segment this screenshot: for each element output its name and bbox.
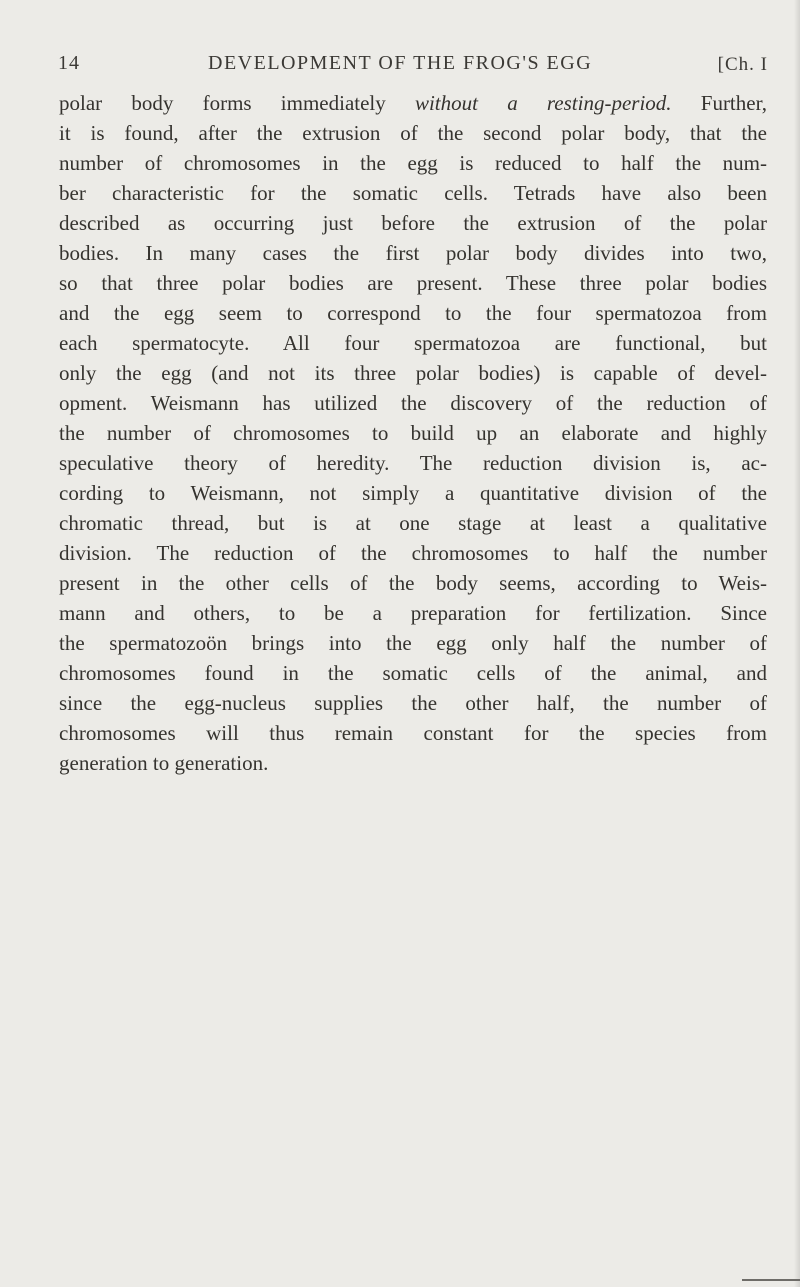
chapter-reference: [Ch. I [717, 54, 768, 75]
page-number: 14 [58, 52, 80, 74]
text-line: the number of chromosomes to build up an elaborate and highly [59, 421, 767, 445]
text-line: chromatic thread, but is at one stage at least a qualitative [59, 511, 767, 535]
text-line: present in the other cells of the body seems, according to Weis- [59, 571, 767, 595]
page-edge-rule [742, 1279, 800, 1281]
line-1-suffix: Further, [671, 91, 767, 115]
text-line: generation to generation. [59, 751, 269, 775]
running-head-title: DEVELOPMENT OF THE FROG'S EGG [208, 52, 593, 74]
text-line: bodies. In many cases the first polar body divides into two, [59, 241, 767, 265]
body-paragraph [59, 88, 767, 778]
text-line: only the egg (and not its three polar bodies) is capable of devel- [59, 361, 767, 385]
text-line: it is found, after the extrusion of the second polar body, that the [59, 121, 767, 145]
text-line: number of chromosomes in the egg is reduced to half the num- [59, 151, 767, 175]
text-line: division. The reduction of the chromosomes to half the number [59, 541, 767, 565]
text-line: and the egg seem to correspond to the four spermatozoa from [59, 301, 767, 325]
page-edge-shadow [794, 0, 800, 1287]
text-line: cording to Weismann, not simply a quantitative division of the [59, 481, 767, 505]
italic-phrase: without a resting-period. [414, 91, 672, 115]
text-line: each spermatocyte. All four spermatozoa are functional, but [59, 331, 767, 355]
text-line: the spermatozoön brings into the egg only half the number of [59, 631, 767, 655]
text-line: since the egg-nucleus supplies the other half, the number of [59, 691, 767, 715]
text-line: chromosomes will thus remain constant for the species from [59, 721, 767, 745]
running-head [58, 52, 768, 82]
text-line: speculative theory of heredity. The reduction division is, ac- [59, 451, 767, 475]
line-1-prefix: polar body forms immediately [59, 91, 415, 115]
text-line: mann and others, to be a preparation for fertilization. Since [59, 601, 767, 625]
text-line: chromosomes found in the somatic cells of the animal, and [59, 661, 767, 685]
text-line: so that three polar bodies are present. These three polar bodies [59, 271, 767, 295]
text-line: ber characteristic for the somatic cells. Tetrads have also been [59, 181, 767, 205]
text-line: opment. Weismann has utilized the discovery of the reduction of [59, 391, 767, 415]
text-line: described as occurring just before the extrusion of the polar [59, 211, 767, 235]
text-line [59, 88, 767, 118]
